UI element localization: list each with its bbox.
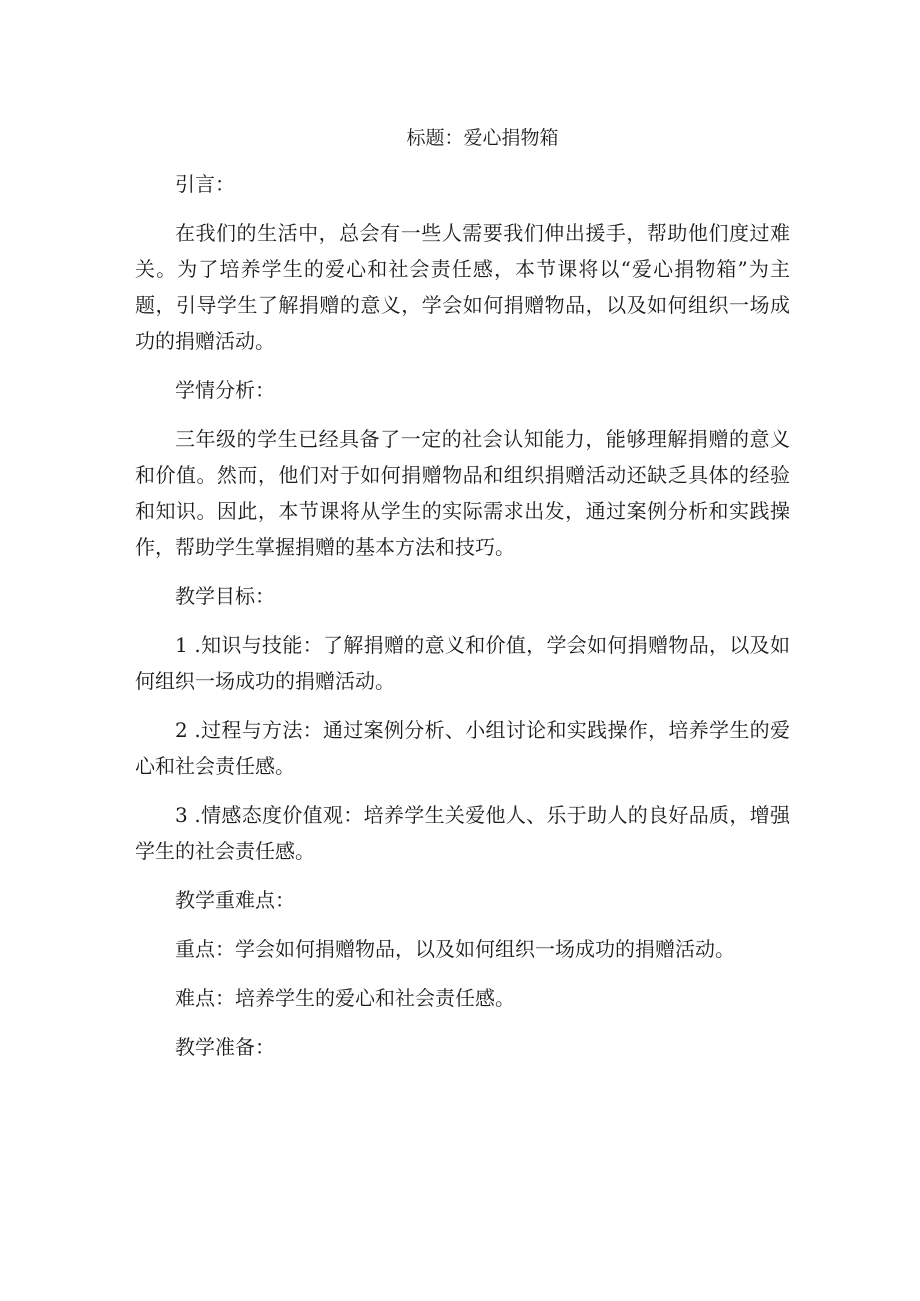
intro-heading: 引言：	[175, 172, 235, 196]
analysis-paragraph: 三年级的学生已经具备了一定的社会认知能力，能够理解捐赠的意义和价值。然而，他们对于如何捐赠物品和组织捐赠活动还缺乏具体的经验和知识。因此，本节课将从学生的实际需求出发，通过案例分析和实践操作，帮助学生掌握捐赠的基本方法和技巧。	[135, 427, 790, 559]
goal-item-2: 2 .过程与方法：通过案例分析、小组讨论和实践操作，培养学生的爱心和社会责任感。	[135, 718, 790, 778]
goal-item-1: 1 .知识与技能：了解捐赠的意义和价值，学会如何捐赠物品，以及如何组织一场成功的捐赠活动。	[135, 633, 790, 693]
intro-paragraph: 在我们的生活中，总会有一些人需要我们伸出援手，帮助他们度过难关。为了培养学生的爱心和社会责任感，本节课将以“爱心捐物箱”为主题，引导学生了解捐赠的意义，学会如何捐赠物品，以及如何组织一场成功的捐赠活动。	[135, 221, 790, 353]
key-points-heading: 教学重难点：	[175, 888, 295, 912]
document-title: 标题：爱心捐物箱	[406, 127, 559, 149]
difficult-point: 难点：培养学生的爱心和社会责任感。	[175, 986, 515, 1010]
key-point: 重点：学会如何捐赠物品，以及如何组织一场成功的捐赠活动。	[175, 937, 735, 961]
goals-heading: 教学目标：	[175, 584, 275, 608]
document-page	[135, 118, 790, 1078]
analysis-heading: 学情分析：	[175, 378, 275, 402]
preparation-heading: 教学准备：	[175, 1035, 275, 1059]
goal-item-3: 3 .情感态度价值观：培养学生关爱他人、乐于助人的良好品质，增强学生的社会责任感。	[135, 803, 790, 863]
